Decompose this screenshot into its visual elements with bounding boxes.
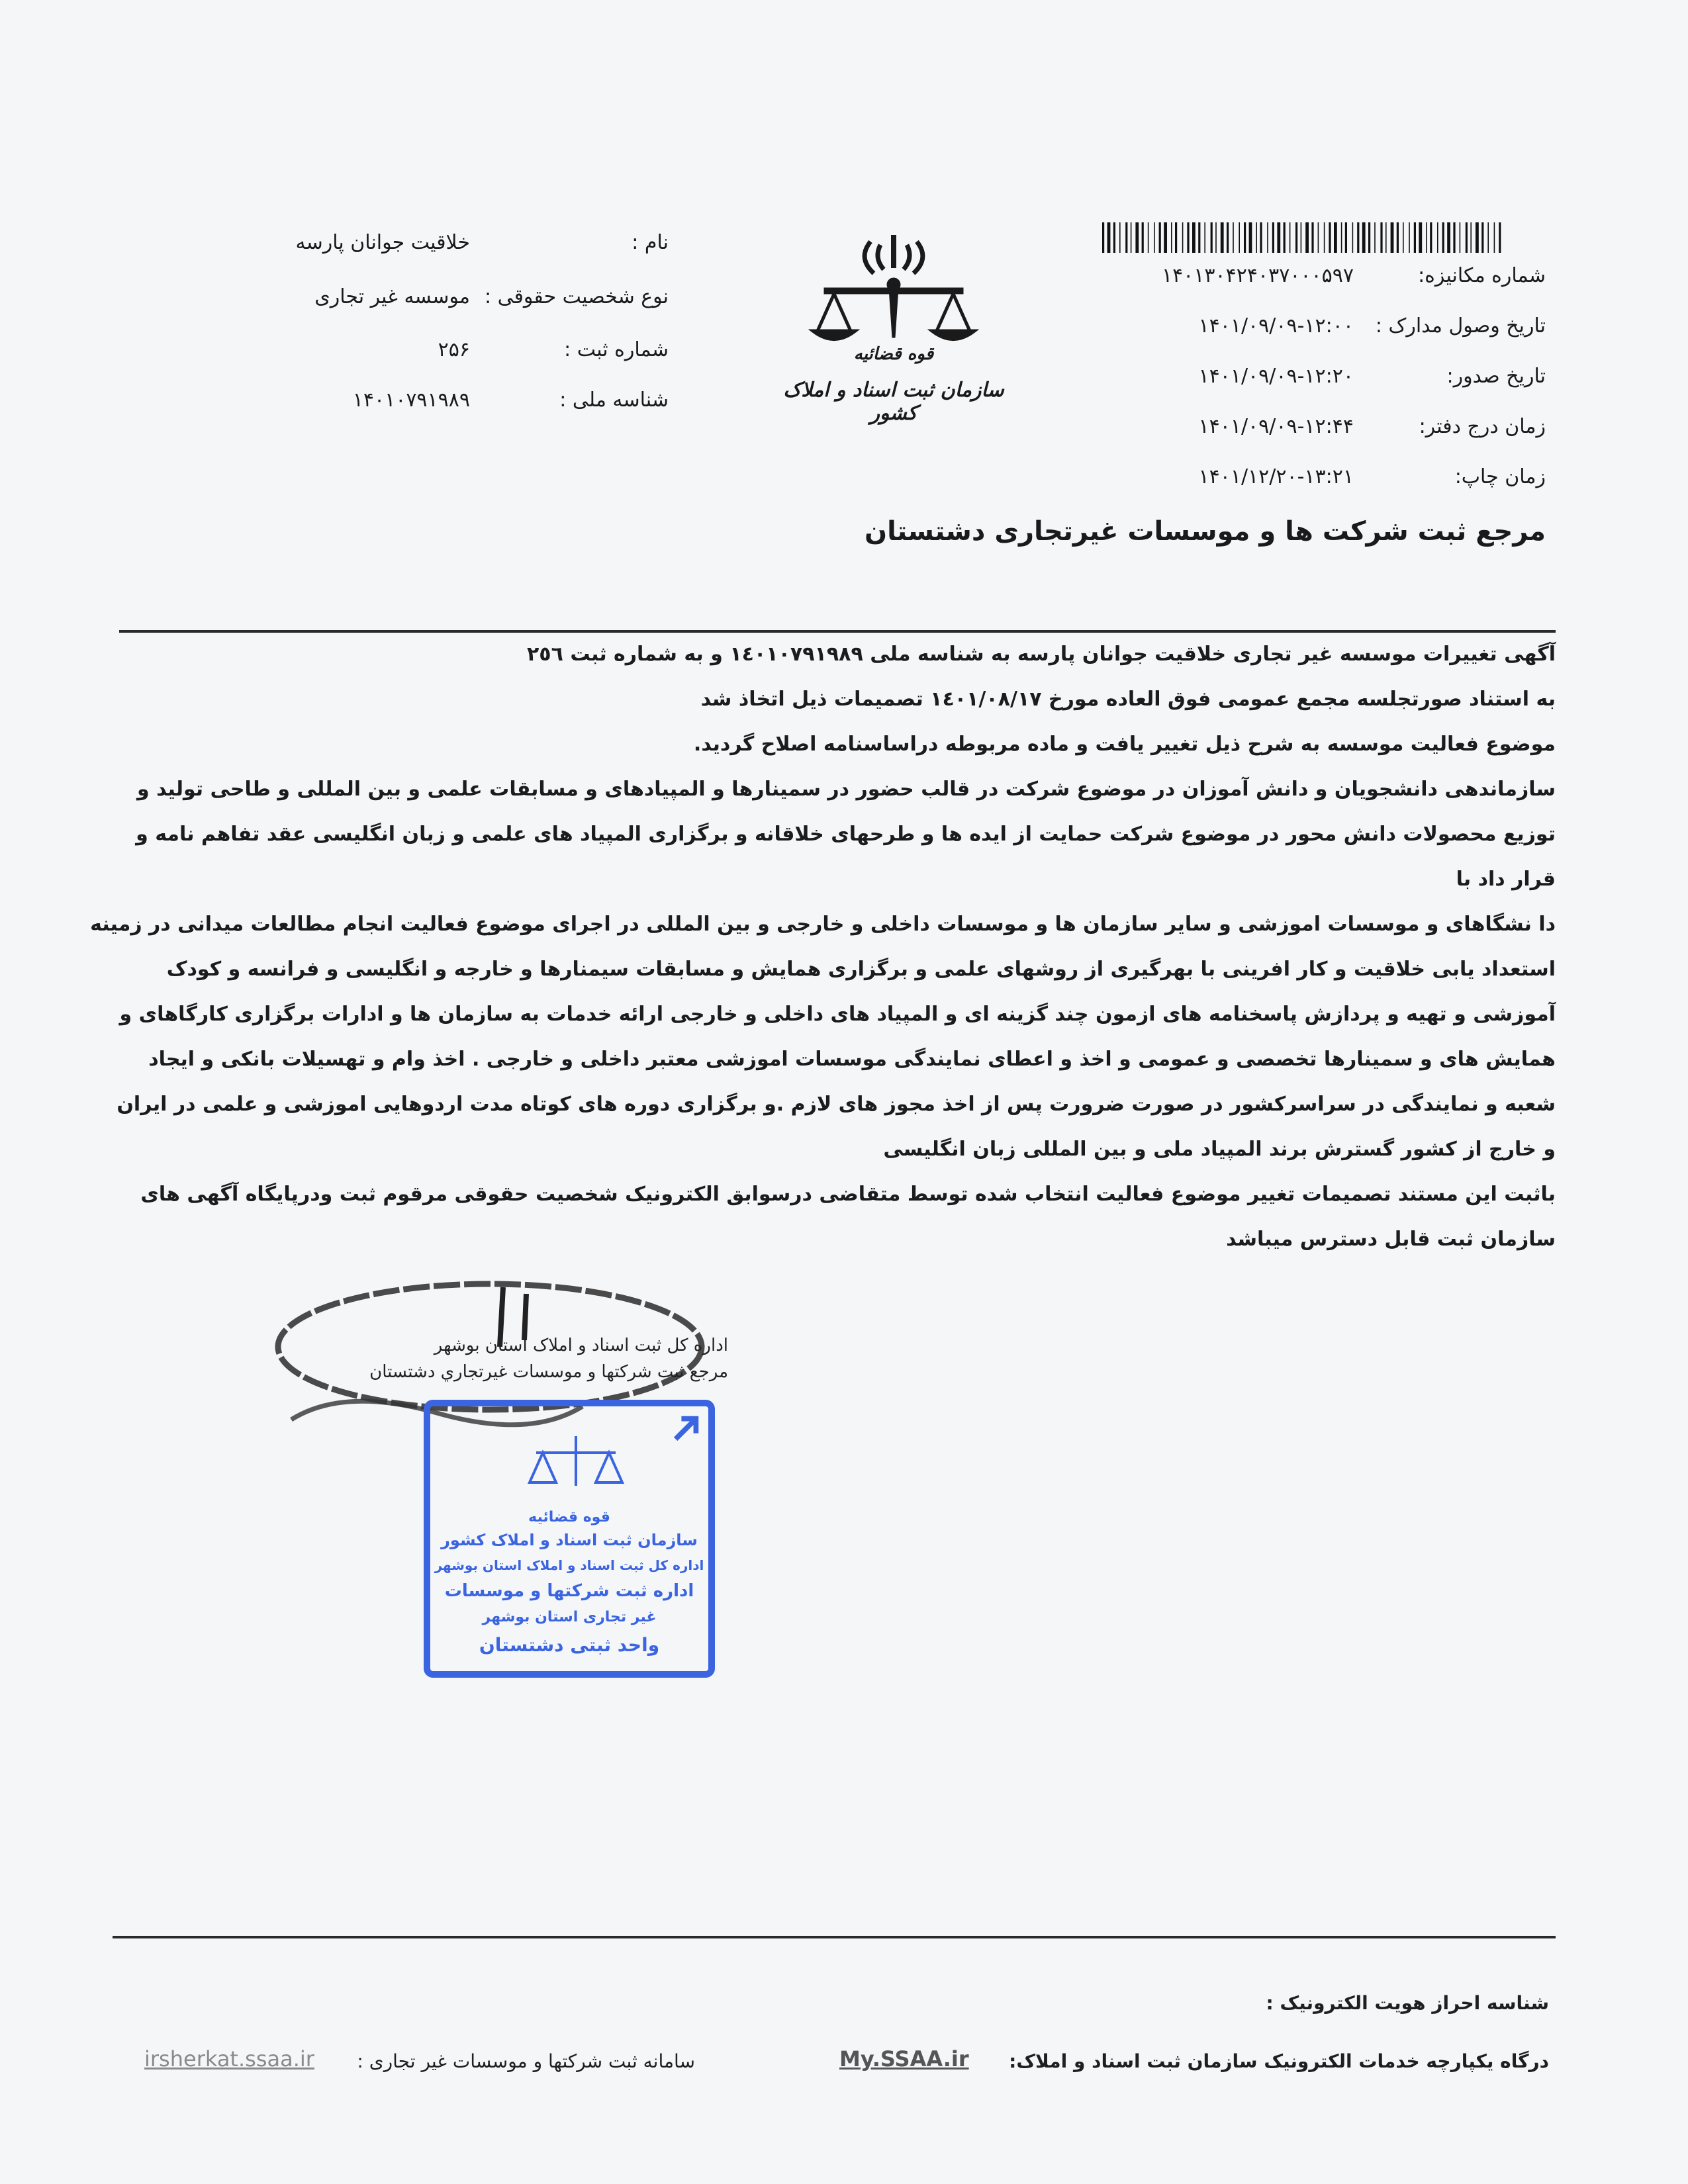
barcode-bar [1419,222,1422,253]
corner-arrow-icon [671,1414,700,1443]
barcode-bar [1487,222,1489,253]
barcode-bar [1409,222,1410,253]
barcode-bar [1171,222,1172,253]
meta-value: ۱۴۰۱/۰۹/۰۹-۱۲:۰۰ [1198,314,1354,338]
barcode-bar [1447,222,1450,253]
barcode-bar [1470,222,1472,253]
barcode-bar [1125,222,1127,253]
barcode-bar [1211,222,1213,253]
barcode-bar [1277,222,1280,253]
barcode-bar [1466,222,1468,253]
barcode-bar [1227,222,1229,253]
barcode-bar [1260,222,1262,253]
body-line: باثبت این مستند تصمیمات تغییر موضوع فعالیت انتخاب شده توسط متقاضی درسوابق الکترونیک شخصیت حقوقی مرقوم ثبت ودرپایگاه آگهی های [140,1183,1556,1206]
body-line: سازماندهی دانشجویان و دانش آموزان در موضوع شرکت در قالب حضور در سمینارها و المپیادهای و مسابقات علمی و بین المللی و طاحی تولید و [137,778,1556,801]
info-row-registration-number [258,334,669,365]
barcode-bar [1380,222,1382,253]
barcode-bar [1215,222,1217,253]
barcode-bar [1318,222,1319,253]
info-label: نوع شخصیت حقوقی : [484,285,669,308]
barcode-bar [1239,222,1240,253]
barcode-bar [1192,222,1196,253]
meta-label: زمان چاپ: [1454,465,1546,488]
barcode-bar [1244,222,1246,253]
meta-row-issue-date [1135,360,1546,392]
body-line: سازمان ثبت قابل دسترس میباشد [1226,1228,1556,1251]
barcode-bar [1430,222,1432,253]
barcode-bar [1164,222,1167,253]
barcode-bar [1453,222,1455,253]
barcode-bar [1233,222,1234,253]
barcode-bar [1148,222,1149,253]
electronic-id-label: شناسه احراز هویت الکترونیک : [1266,1992,1549,2014]
stamp-line: غیر تجاری استان بوشهر [482,1609,657,1625]
stamp-scales-icon [516,1426,635,1506]
portal-label: درگاه یکپارچه خدمات الکترونیک سازمان ثبت اسناد و املاک: [1009,2050,1549,2072]
barcode-bar [1437,222,1438,253]
meta-value: ۱۴۰۱/۱۲/۲۰-۱۳:۲۱ [1198,465,1354,488]
barcode-bar [1295,222,1297,253]
body-line: شعبه و نمایندگی در سراسرکشور در صورت ضرورت پس از اخذ مجوز های لازم .و برگزاری دوره های کوتاه مدت اردوهایی اموزشی و علمی در ایران [117,1093,1556,1116]
stamp-line: قوه قضائیه [528,1509,610,1525]
body-line: به استناد صورتجلسه مجمع عمومی فوق العاده مورخ ۱٤۰۱/۰۸/۱۷ تصمیمات ذیل اتخاذ شد [700,688,1556,711]
barcode-bar [1301,222,1302,253]
meta-value: ۱۴۰۱/۰۹/۰۹-۱۲:۴۴ [1198,414,1354,438]
emblem-caption-judiciary: قوه قضائیه [853,344,934,364]
info-label: شناسه ملی : [559,388,669,412]
barcode-bar [1403,222,1404,253]
barcode-bar [1481,222,1483,253]
barcode-bar [1305,222,1309,253]
barcode-bar [1131,222,1132,253]
barcode-bar [1142,222,1144,253]
barcode-bar [1362,222,1366,253]
body-line: موضوع فعالیت موسسه به شرح ذیل تغییر یافت و ماده مربوطه دراساسنامه اصلاح گردید. [693,733,1556,756]
meta-row-print-time [1135,461,1546,492]
barcode-bar [1256,222,1257,253]
meta-label: زمان درج دفتر: [1419,414,1546,438]
barcode-bar [1357,222,1359,253]
barcode-bar [1187,222,1189,253]
barcode-bar [1289,222,1291,253]
meta-row-mechanized-number [1135,259,1546,291]
barcode [1102,222,1506,253]
stamp-line: سازمان ثبت اسناد و املاک کشور [441,1531,698,1549]
footer-divider [113,1936,1556,1938]
barcode-bar [1154,222,1155,253]
barcode-bar [1311,222,1313,253]
barcode-bar [1272,222,1274,253]
meta-label: تاریخ صدور: [1446,364,1546,388]
barcode-bar [1442,222,1444,253]
barcode-bar [1368,222,1370,253]
meta-value: ۱۴۰۱۳۰۴۲۴۰۳۷۰۰۰۵۹۷ [1161,263,1354,287]
emblem-caption-organization: سازمان ثبت اسناد و املاک کشور [783,379,1004,425]
barcode-bar [1135,222,1139,253]
barcode-bar [1198,222,1200,253]
info-label: شماره ثبت : [564,338,669,361]
barcode-bar [1494,222,1495,253]
meta-row-entry-time [1135,410,1546,442]
barcode-bar [1476,222,1479,253]
signature-office-line: اداره کل ثبت اسناد و املاک استان بوشهر [434,1336,728,1355]
barcode-bar [1182,222,1184,253]
barcode-bar [1334,222,1337,253]
barcode-bar [1284,222,1286,253]
barcode-bar [1221,222,1224,253]
body-line: و خارج از کشور گسترش برند المپیاد ملی و بین المللی زبان انگلیسی [883,1138,1556,1161]
signature-registry-line: مرجع ثبت شرکتها و موسسات غیرتجاري دشتستان [369,1362,728,1382]
body-line: آگهی تغییرات موسسه غیر تجاری خلاقیت جوانان پارسه به شناسه ملی ۱٤۰۱۰۷۹۱۹۸۹ و به شماره ثبت ۲٥٦ [526,643,1556,666]
info-value: موسسه غیر تجاری [314,285,470,308]
barcode-bar [1460,222,1461,253]
barcode-bar [1267,222,1268,253]
barcode-bar [1397,222,1399,253]
info-row-legal-type [258,281,669,312]
barcode-bar [1374,222,1376,253]
portal-link[interactable]: My.SSAA.ir [839,2046,969,2071]
body-line: توزیع محصولات دانش محور در موضوع شرکت حمایت از ایده ها و طرحهای خلاقانه و برگزاری المپیاد های علمی و زبان انگلیسی عقد تفاهم نامه و [136,823,1556,846]
body-line: قرار داد با [1456,868,1556,891]
official-stamp [424,1400,715,1678]
barcode-bar [1391,222,1394,253]
body-line: دا نشگاهای و موسسات اموزشی و سایر سازمان ها و موسسات داخلی و خارجی و بین المللی در اجرای موضوع فعالیت انجام مطالعات میدانی در زمینه [90,913,1556,936]
barcode-bar [1119,222,1121,253]
barcode-bar [1385,222,1387,253]
system-link[interactable]: irsherkat.ssaa.ir [144,2046,314,2071]
barcode-bar [1204,222,1205,253]
barcode-bar [1345,222,1347,253]
announcement-body [90,632,1556,1262]
document-title: مرجع ثبت شرکت ها و موسسات غیرتجاری دشتستان [865,516,1546,547]
meta-row-received-date [1135,310,1546,341]
barcode-bar [1352,222,1354,253]
info-row-name [258,226,669,258]
body-line: استعداد یابی خلاقیت و کار افرینی با بهرگیری از روشهای علمی و برگزاری همایش و مسابقات سیمنارها و خارجه و انگلیسی و فرانسه و کودک [166,958,1556,981]
barcode-bar [1175,222,1177,253]
meta-value: ۱۴۰۱/۰۹/۰۹-۱۲:۲۰ [1198,364,1354,388]
info-value: خلاقیت جوانان پارسه [295,230,470,254]
info-value: ۲۵۶ [438,338,470,361]
meta-label: شماره مکانیزه: [1418,263,1546,287]
barcode-bar [1329,222,1331,253]
meta-label: تاریخ وصول مدارک : [1375,314,1546,338]
info-row-national-id [258,384,669,416]
barcode-bar [1113,222,1115,253]
barcode-bar [1414,222,1416,253]
barcode-bar [1102,222,1104,253]
system-label: سامانه ثبت شرکتها و موسسات غیر تجاری : [357,2050,695,2072]
barcode-bar [1341,222,1342,253]
barcode-bar [1499,222,1501,253]
body-line: آموزشی و تهیه و پردازش پاسخنامه های ازمون چند گزینه ای و المپیاد های داخلی و خارجی ارائه خدمات به سازمان ها و ادارات برگزاری کارگاهای و [119,1003,1556,1026]
stamp-line: اداره کل ثبت اسناد و املاک استان بوشهر [434,1557,704,1573]
barcode-bar [1249,222,1252,253]
body-line: همایش های و سمینارها تخصصی و عمومی و اخذ و اعطای نمایندگی موسسات اموزشی معتبر داخلی و خارجی . اخذ وام و تهسیلات بانکی و ایجاد [148,1048,1556,1071]
barcode-bar [1426,222,1427,253]
stamp-line: اداره ثبت شرکتها و موسسات [444,1581,694,1601]
barcode-bar [1324,222,1325,253]
info-label: نام : [632,230,669,254]
info-value: ۱۴۰۱۰۷۹۱۹۸۹ [352,388,470,412]
barcode-bar [1159,222,1161,253]
barcode-bar [1107,222,1111,253]
stamp-line: واحد ثبتی دشتستان [479,1634,660,1656]
